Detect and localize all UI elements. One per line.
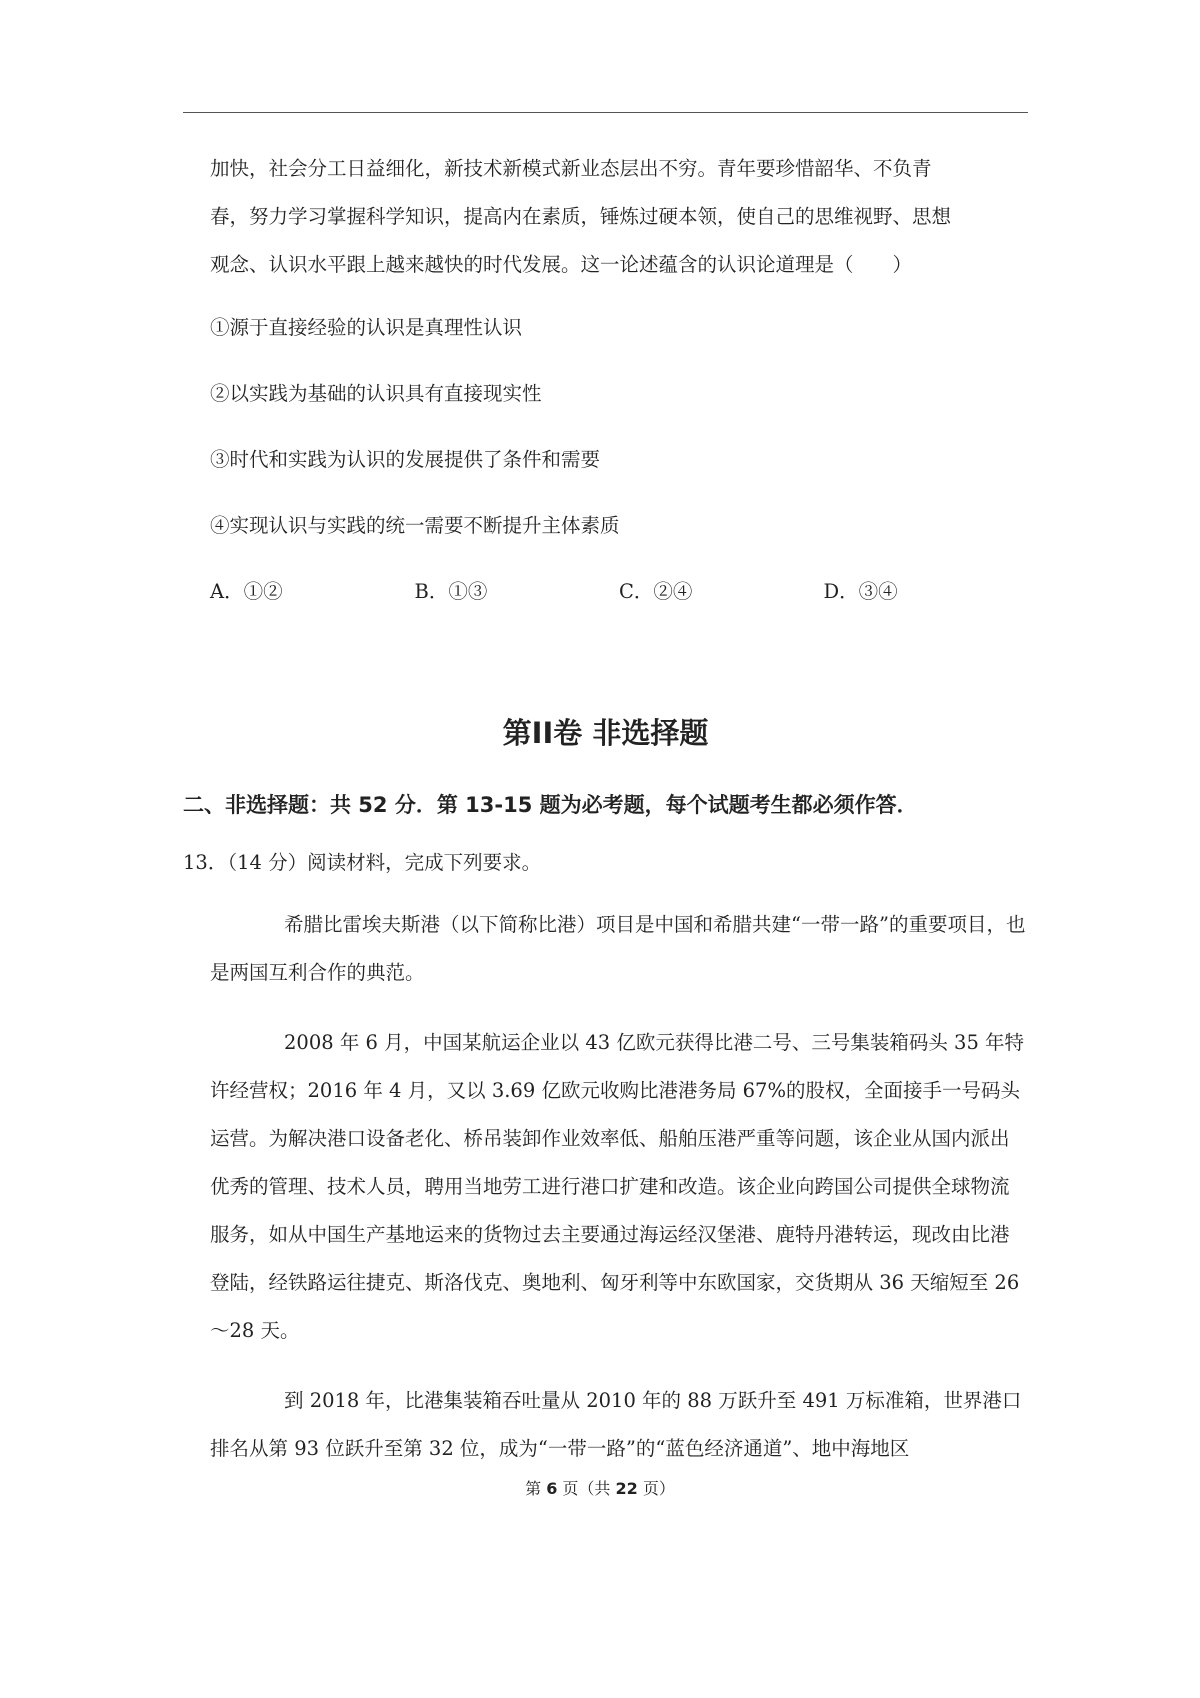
option-2: ②以实践为基础的认识具有直接现实性 [210,382,542,405]
choice-c: C．②④ [619,580,693,603]
question13-header: 13．（14 分）阅读材料，完成下列要求。 [183,851,542,874]
choice-a: A．①② [210,580,283,603]
header-rule [183,112,1028,113]
page-footer [0,1476,1200,1499]
option-1: ①源于直接经验的认识是真理性认识 [210,316,523,339]
section-subtitle: 二、非选择题：共 52 分．第 13-15 题为必考题，每个试题考生都必须作答． [183,793,918,817]
answer-choices [183,577,1028,607]
stem-line-2: 春，努力学习掌握科学知识，提高内在素质，锤炼过硬本领，使自己的思维视野、思想 [210,205,952,228]
question12-stem [183,145,1028,289]
option-3: ③时代和实践为认识的发展提供了条件和需要 [210,448,601,471]
footer-total-pages: 22 [615,1479,638,1498]
material-paragraph-2: 2008 年 6 月，中国某航运企业以 43 亿欧元获得比港二号、三号集装箱码头 35 年特许经营权；2016 年 4 月，又以 3.69 亿欧元收购比港港务局 67%的股权，全面接手一号码头运营。为解决港口设备老化、桥吊装卸作业效率低、船舶压港严重等问题，该企业从国内派出优秀的管理、技术人员，聘用当地劳工进行港口扩建和改造。该企业向跨国公司提供全球物流服务，如从中国生产基地运来的货物过去主要通过海运经汉堡港、鹿特丹港转运，现改由比港登陆，经铁路运往捷克、斯洛伐克、奥地利、匈牙利等中东欧国家，交货期从 36 天缩短至 26～28 天。 [210,1031,1025,1342]
footer-page-number: 6 [546,1479,558,1498]
stem-line-3: 观念、认识水平跟上越来越快的时代发展。这一论述蕴含的认识论道理是（ ） [210,253,913,276]
footer-suffix: 页） [637,1479,675,1498]
footer-prefix: 第 [525,1479,547,1498]
footer-middle: 页（共 [557,1479,616,1498]
stem-line-1: 加快，社会分工日益细化，新技术新模式新业态层出不穷。青年要珍惜韶华、不负青 [210,157,932,180]
section-title: 第II卷 非选择题 [502,716,709,750]
option-4: ④实现认识与实践的统一需要不断提升主体素质 [210,514,620,537]
choice-b: B．①③ [414,580,488,603]
material-paragraph-1: 希腊比雷埃夫斯港（以下简称比港）项目是中国和希腊共建“一带一路”的重要项目，也是两国互利合作的典范。 [210,913,1026,984]
page-content [183,145,1028,1473]
material-paragraph-3: 到 2018 年，比港集装箱吞吐量从 2010 年的 88 万跃升至 491 万标准箱，世界港口排名从第 93 位跃升至第 32 位，成为“一带一路”的“蓝色经济通道”、地中海地区 [210,1389,1022,1460]
choice-d: D．③④ [823,580,898,603]
